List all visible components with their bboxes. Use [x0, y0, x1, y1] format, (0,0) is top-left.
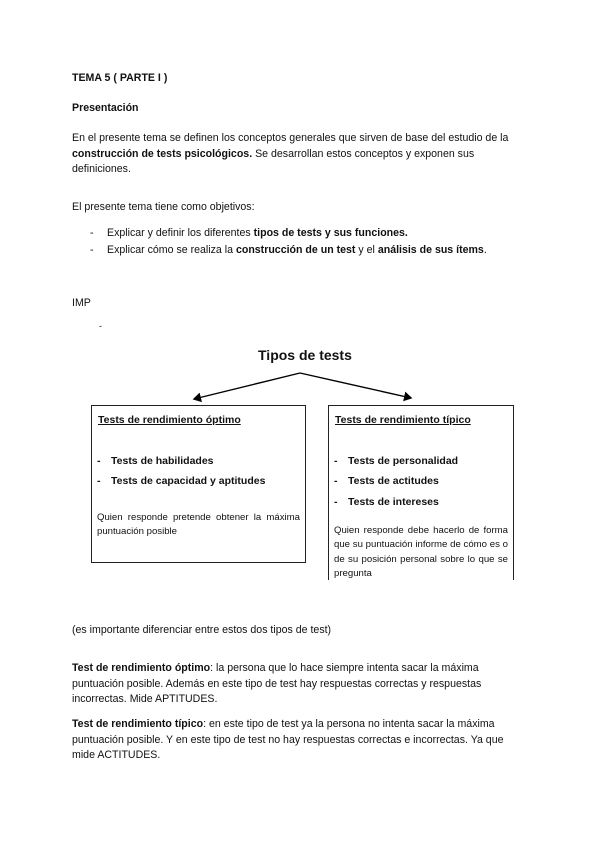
intro-text-post: Se desarrollan estos conceptos y exponen sus definiciones.: [72, 147, 475, 175]
note-paren: (es importante diferenciar entre estos dos tipos de test): [72, 624, 332, 636]
definition-optimo: [72, 661, 527, 708]
objective-text: Explicar cómo se realiza la: [107, 244, 236, 256]
left-box-note: Quien responde pretende obtener la máxima puntuación posible: [97, 512, 300, 538]
intro-text-bold: construcción de tests psicológicos.: [72, 147, 253, 160]
intro-text-pre: En el presente tema se definen los conceptos generales que sirven de base del estudio de la: [72, 132, 509, 144]
definition-term: Test de rendimiento típico: [72, 718, 204, 730]
section-title: Presentación: [72, 102, 139, 114]
imp-label: IMP: [72, 297, 91, 309]
definition-text: : en este tipo de test ya la persona no intenta sacar la máxima puntuación posible. Y en este tipo de test no hay respuestas correctas e incorrectas. Ya que mide ACTITUDES.: [72, 718, 504, 761]
objective-bold: tipos de tests y sus funciones.: [253, 227, 408, 239]
definition-term: Test de rendimiento óptimo: [72, 662, 211, 674]
left-box-title: Tests de rendimiento óptimo: [98, 414, 241, 426]
objective-bold: construcción de un test: [235, 244, 356, 256]
definition-tipico: [72, 717, 527, 764]
objective-text: Explicar y definir los diferentes: [107, 227, 254, 239]
objective-text-post: .: [483, 244, 487, 256]
definition-text: : la persona que lo hace siempre intenta sacar la máxima puntuación posible. Además en este tipo de test hay respuestas correctas y respuestas incorrectas. Mide APTITUDES.: [72, 662, 482, 705]
arrow-left: [194, 373, 300, 399]
arrow-right: [300, 373, 411, 398]
objectives-intro: El presente tema tiene como objetivos:: [72, 201, 255, 213]
stray-dash: -: [99, 321, 102, 331]
diagram-title: Tipos de tests: [258, 347, 352, 363]
objective-bold-2: análisis de sus ítems: [377, 244, 484, 256]
objective-text-mid: y el: [355, 244, 378, 256]
right-box-note: Quien responde debe hacerlo de forma que su puntuación informe de cómo es o de su posición personal sobre lo que se pregunta: [334, 525, 508, 580]
document-title: TEMA 5 ( PARTE I ): [72, 72, 168, 84]
right-box-title: Tests de rendimiento típico: [335, 414, 471, 426]
